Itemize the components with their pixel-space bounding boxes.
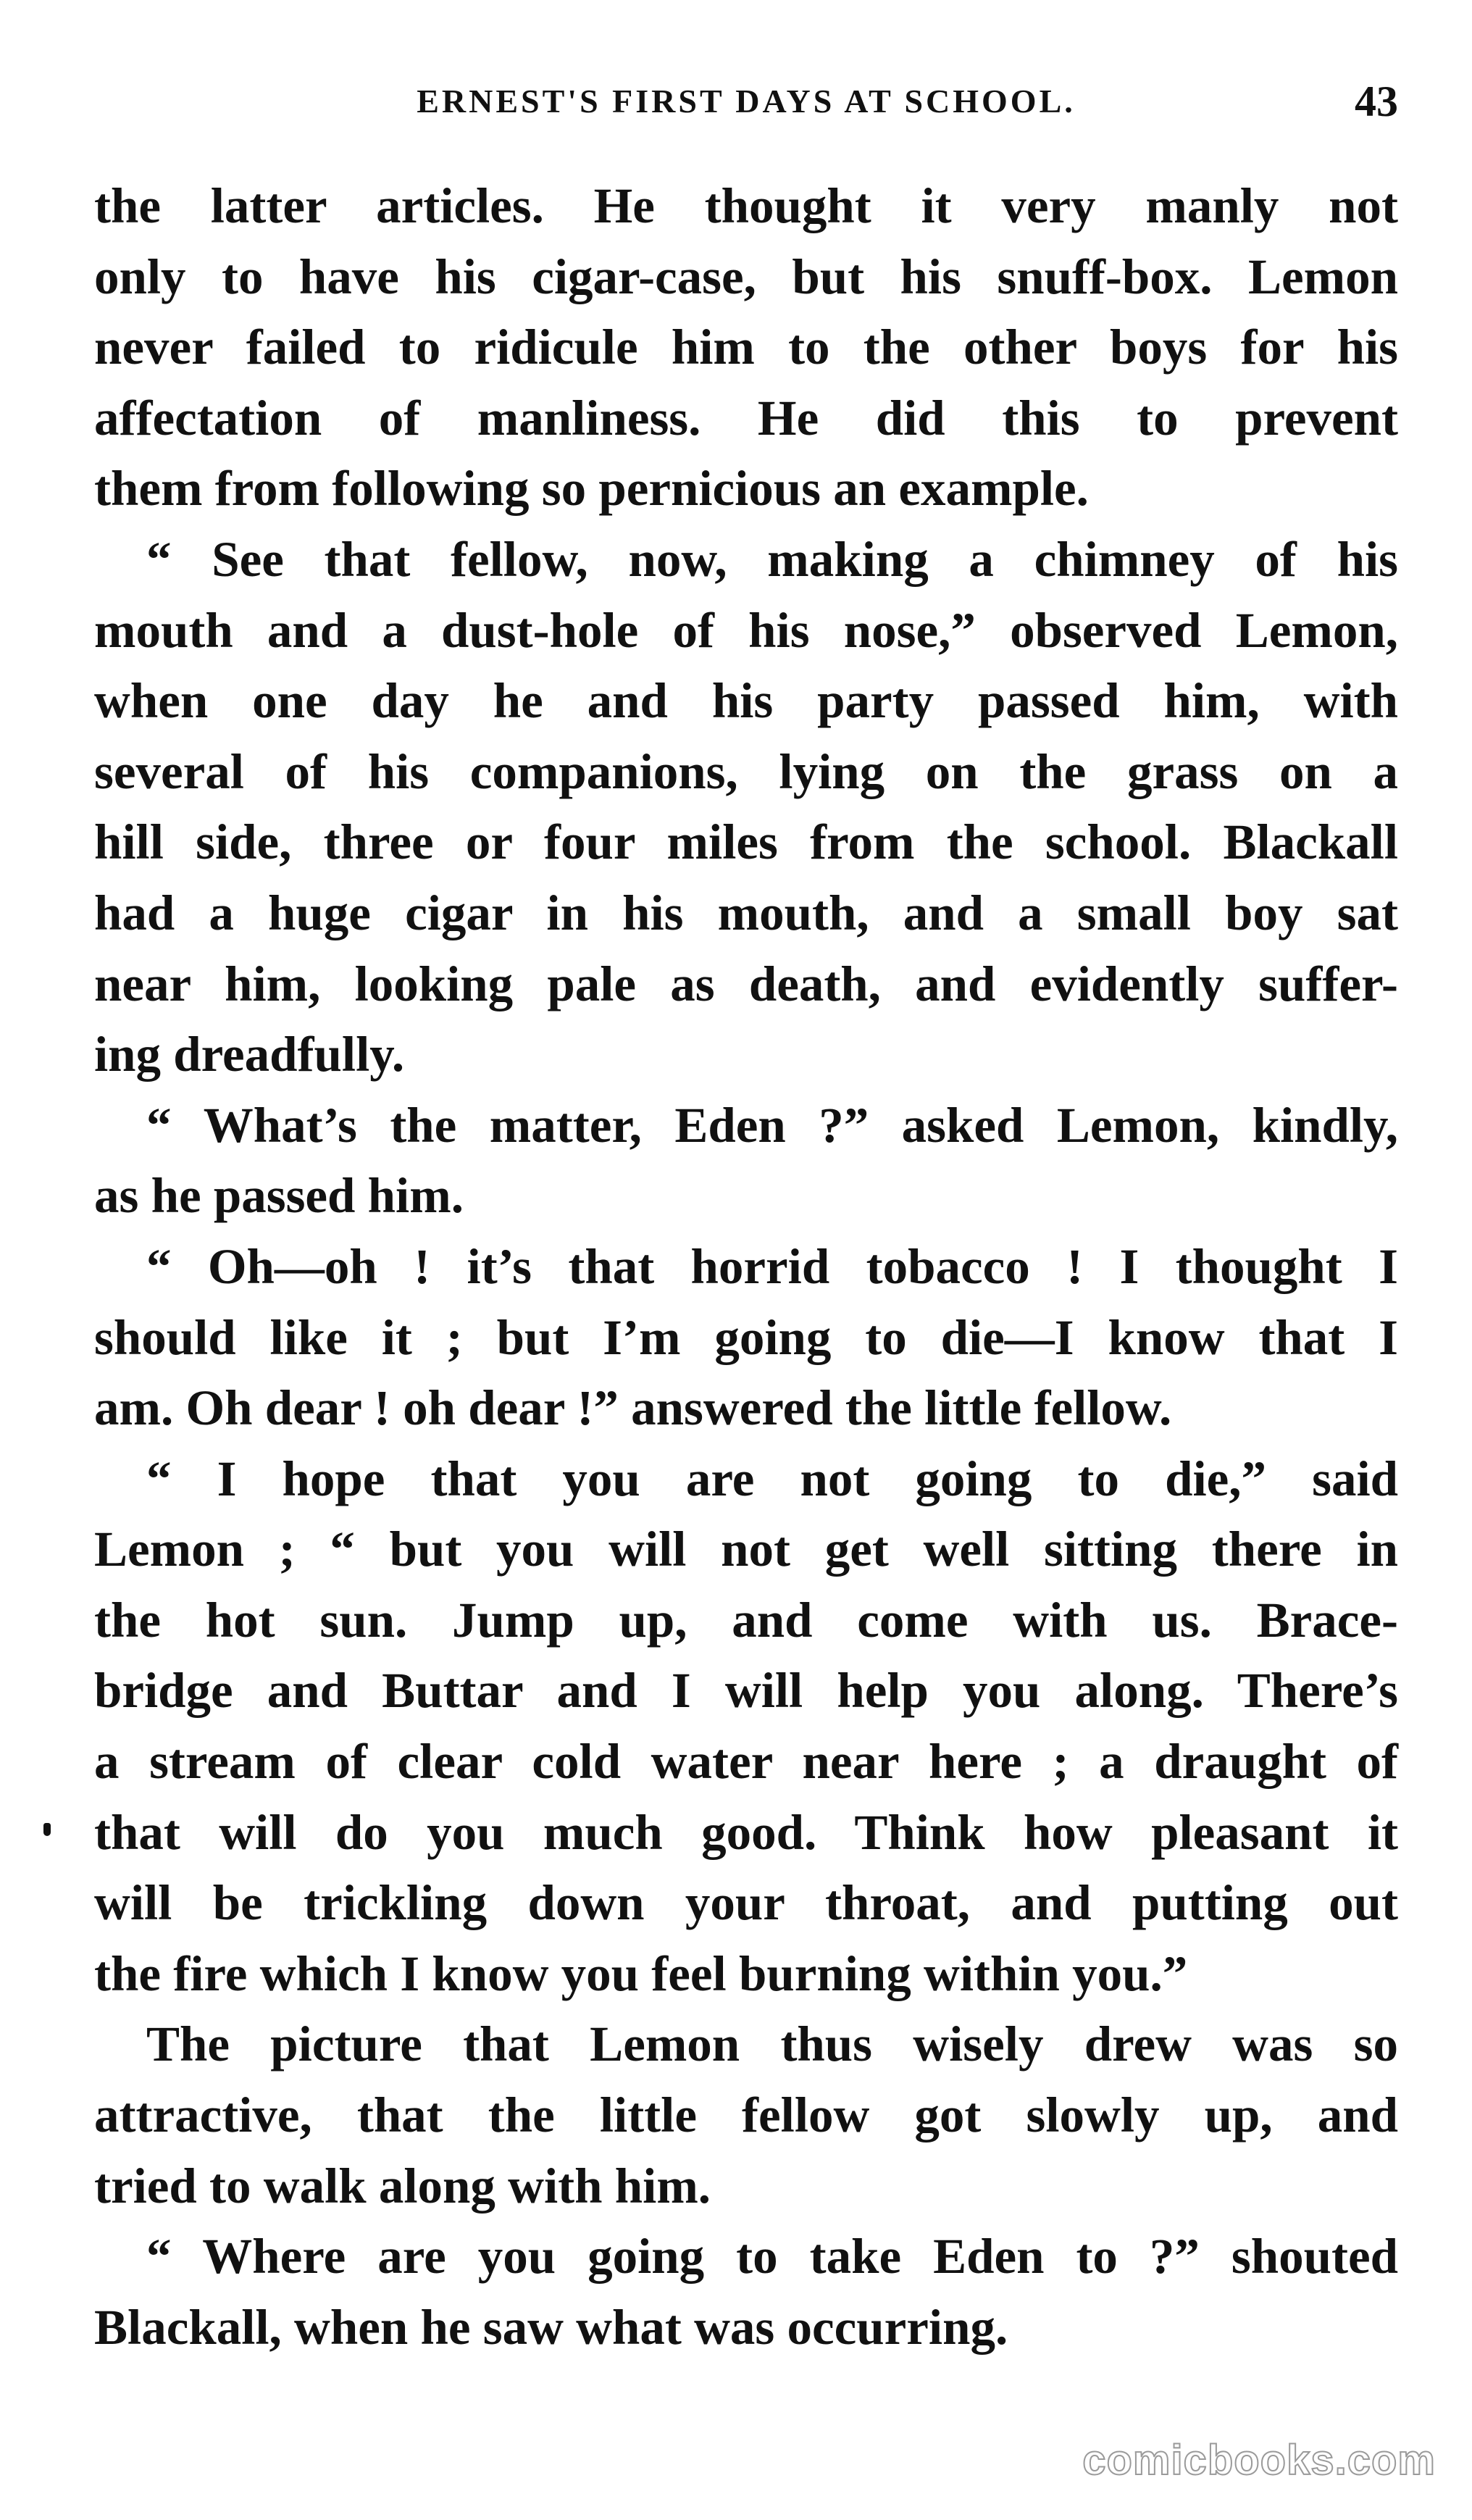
text-line: tried to walk along with him. xyxy=(94,2158,711,2214)
ink-speck xyxy=(43,1823,51,1836)
text-line: had a huge cigar in his mouth, and a small boy sat xyxy=(94,885,1398,940)
text-line: “ See that fellow, now, making a chimney of his xyxy=(146,531,1398,587)
paragraph-3 xyxy=(94,1090,1398,1232)
text-line: am. Oh dear ! oh dear !” answered the little fellow. xyxy=(94,1380,1172,1436)
text-line: them from following so pernicious an example. xyxy=(94,461,1089,517)
text-line: Lemon ; “ but you will not get well sitting there in xyxy=(94,1522,1398,1577)
text-line: should like it ; but I’m going to die—I know that I xyxy=(94,1309,1398,1365)
paragraph-7 xyxy=(94,2221,1398,2363)
text-line: several of his companions, lying on the grass on a xyxy=(94,743,1398,799)
text-line: the latter articles. He thought it very manly not xyxy=(94,178,1398,233)
text-line: the fire which I know you feel burning within you.” xyxy=(94,1945,1188,2001)
text-line: that will do you much good. Think how pleasant it xyxy=(94,1804,1398,1860)
text-line: hill side, three or four miles from the school. Blackall xyxy=(94,814,1398,870)
text-line: The picture that Lemon thus wisely drew was so xyxy=(146,2016,1398,2072)
text-line: ing dreadfully. xyxy=(94,1027,405,1082)
text-line: as he passed him. xyxy=(94,1168,464,1224)
text-line: will be trickling down your throat, and putting out xyxy=(94,1875,1398,1931)
running-header xyxy=(94,72,1398,130)
text-line: never failed to ridicule him to the other boys for his xyxy=(94,320,1398,375)
running-title: ERNEST'S FIRST DAYS AT SCHOOL. xyxy=(417,83,1076,120)
text-line: “ What’s the matter, Eden ?” asked Lemon, kindly, xyxy=(146,1097,1398,1153)
body-text xyxy=(94,171,1398,2363)
text-line: affectation of manliness. He did this to prevent xyxy=(94,390,1398,446)
text-line: the hot sun. Jump up, and come with us. Brace- xyxy=(94,1592,1398,1648)
paragraph-4 xyxy=(94,1232,1398,1444)
text-line: mouth and a dust-hole of his nose,” observed Lemon, xyxy=(94,602,1398,658)
text-line: bridge and Buttar and I will help you along. There’s xyxy=(94,1663,1398,1719)
paragraph-1 xyxy=(94,171,1398,525)
paragraph-2 xyxy=(94,525,1398,1090)
text-line: near him, looking pale as death, and evidently suffer- xyxy=(94,956,1398,1011)
watermark: comicbooks.com xyxy=(1082,2437,1436,2484)
text-line: “ Oh—oh ! it’s that horrid tobacco ! I thought I xyxy=(146,1238,1398,1294)
page-number: 43 xyxy=(1355,78,1398,125)
text-line: “ Where are you going to take Eden to ?” shouted xyxy=(146,2229,1398,2285)
paragraph-5 xyxy=(94,1444,1398,2010)
text-line: attractive, that the little fellow got slowly up, and xyxy=(94,2087,1398,2143)
paragraph-6 xyxy=(94,2009,1398,2221)
text-line: only to have his cigar-case, but his snuff-box. Lemon xyxy=(94,249,1398,304)
text-line: a stream of clear cold water near here ; a draught of xyxy=(94,1734,1398,1790)
text-line: when one day he and his party passed him, with xyxy=(94,673,1398,729)
text-line: Blackall, when he saw what was occurring. xyxy=(94,2299,1008,2355)
text-line: “ I hope that you are not going to die,” said xyxy=(146,1451,1398,1506)
